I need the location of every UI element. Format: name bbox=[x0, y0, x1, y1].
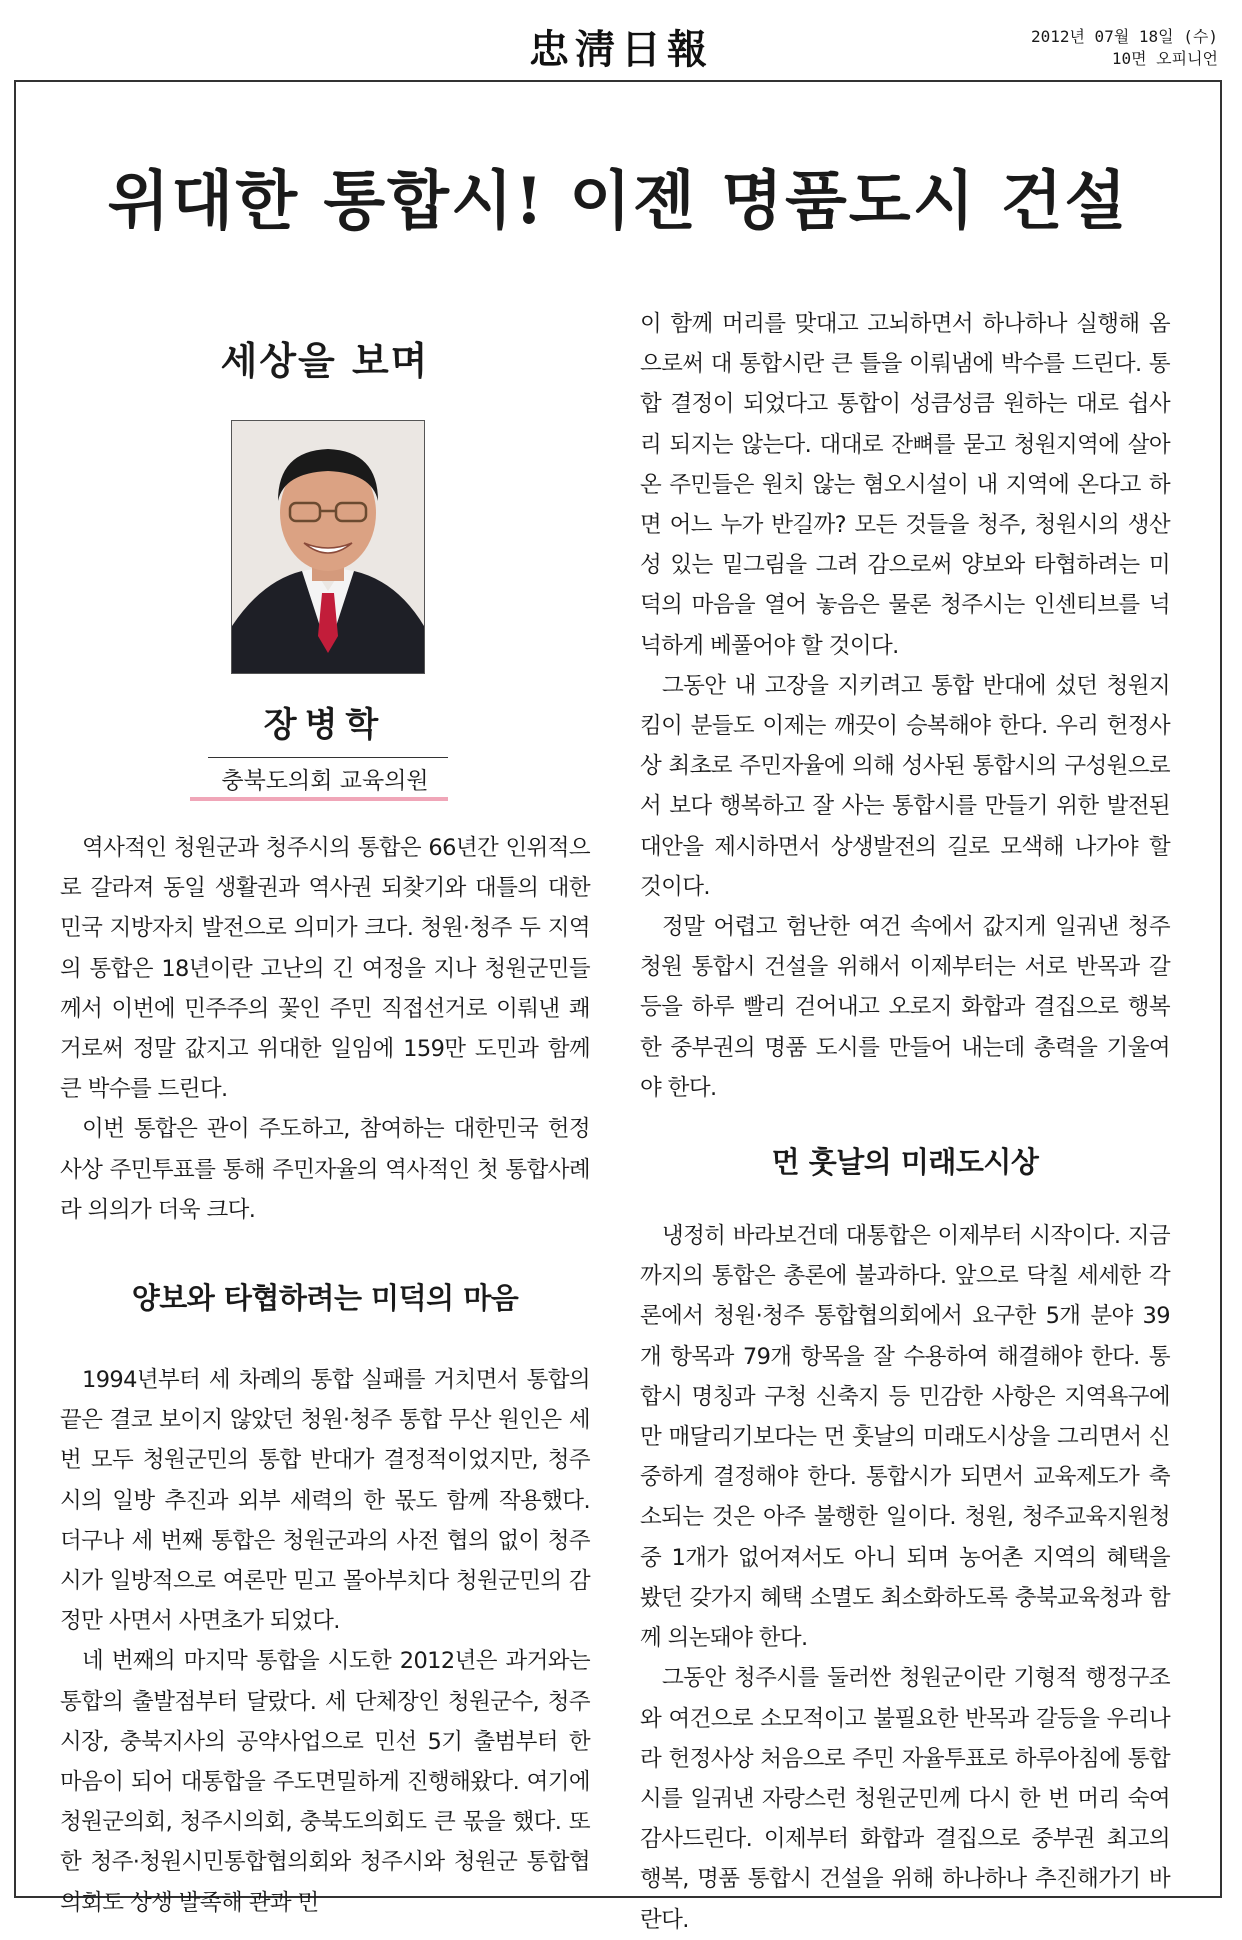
paragraph: 이 함께 머리를 맞대고 고뇌하면서 하나하나 실행해 옴으로써 대 통합시란 큰 틀을 이뤄냄에 박수를 드린다. 통합 결정이 되었다고 통합이 성큼성큼 원하는 대로 쉽사리 되지는 않는다. 대대로 잔뼈를 묻고 청원지역에 살아온 주민들은 원치 않는 혐오시설이 내 지역에 온다고 하면 어느 누가 반길까? 모든 것들을 청주, 청원시의 생산성 있는 밑그림을 그려 감으로써 양보와 타협하려는 미덕의 마음을 열어 놓음은 물론 청주시는 인센티브를 넉넉하게 베풀어야 할 것이다. bbox=[640, 311, 1170, 659]
paragraph: 그동안 내 고장을 지키려고 통합 반대에 섰던 청원지킴이 분들도 이제는 깨끗이 승복해야 한다. 우리 헌정사상 최초로 주민자율에 의해 성사된 통합시의 구성원으로서 보다 행복하고 잘 사는 통합시를 만들기 위한 발전된 대안을 제시하면서 상생발전의 길로 모색해 나가야 할 것이다. bbox=[640, 672, 1170, 900]
paragraph: 그동안 청주시를 둘러싼 청원군이란 기형적 행정구조와 여건으로 소모적이고 불필요한 반목과 갈등을 우리나라 헌정사상 처음으로 주민 자율투표로 하루아침에 통합시를 일궈낸 자랑스런 청원군민께 다시 한 번 머리 숙여 감사드린다. 이제부터 화합과 결집으로 중부권 최고의 행복, 명품 통합시 건설을 위해 하나하나 추진해가기 바란다. bbox=[640, 1665, 1170, 1933]
newspaper-logo: 忠淸日報 bbox=[529, 26, 713, 73]
paragraph: 이번 통합은 관이 주도하고, 참여하는 대한민국 헌정사상 주민투표를 통해 주민자율의 역사적인 첫 통합사례라 의의가 더욱 크다. bbox=[60, 1116, 590, 1223]
paragraph: 역사적인 청원군과 청주시의 통합은 66년간 인위적으로 갈라져 동일 생활권과 역사권 되찾기와 대틀의 대한민국 지방자치 발전으로 의미가 크다. 청원·청주 두 지역의 통합은 18년이란 고난의 긴 여정을 지나 청원군민들께서 이번에 민주주의 꽃인 주민 직접선거로 이뤄낸 쾌거로써 정말 값지고 위대한 일임에 159만 도민과 함께 큰 박수를 드린다. bbox=[60, 835, 590, 1103]
author-portrait-icon bbox=[232, 421, 424, 673]
author-divider bbox=[208, 757, 448, 758]
column-title: 세상을 보며 bbox=[220, 339, 430, 383]
right-column bbox=[640, 304, 1170, 1940]
issue-date: 2012년 07월 18일 (수) bbox=[1030, 27, 1218, 46]
page-section: 10면 오피니언 bbox=[1111, 49, 1218, 68]
author-name: 장병학 bbox=[263, 705, 387, 745]
section-heading: 먼 훗날의 미래도시상 bbox=[771, 1145, 1039, 1180]
paragraph: 1994년부터 세 차례의 통합 실패를 거치면서 통합의 끝은 결코 보이지 않았던 청원·청주 통합 무산 원인은 세 번 모두 청원군민의 통합 반대가 결정적이었지만, 청주시의 일방 추진과 외부 세력의 한 몫도 함께 작용했다. 더구나 세 번째 통합은 청원군과의 사전 협의 없이 청주시가 일방적으로 여론만 믿고 몰아부치다 청원군민의 감정만 사면서 사면초가 되었다. bbox=[60, 1367, 590, 1635]
masthead bbox=[0, 18, 1242, 78]
left-column bbox=[60, 828, 590, 1923]
author-title: 충북도의회 교육의원 bbox=[221, 768, 429, 794]
headline: 위대한 통합시! 이젠 명품도시 건설 bbox=[107, 164, 1129, 239]
issue-info bbox=[1031, 26, 1218, 70]
author-underline bbox=[190, 797, 448, 801]
section-heading: 양보와 타협하려는 미덕의 마음 bbox=[131, 1281, 519, 1316]
author-photo bbox=[231, 420, 425, 674]
paragraph: 정말 어렵고 험난한 여건 속에서 값지게 일궈낸 청주 청원 통합시 건설을 위해서 이제부터는 서로 반목과 갈등을 하루 빨리 걷어내고 오로지 화합과 결집으로 행복한 중부권의 명품 도시를 만들어 내는데 총력을 기울여야 한다. bbox=[640, 914, 1170, 1101]
paragraph: 냉정히 바라보건데 대통합은 이제부터 시작이다. 지금까지의 통합은 총론에 불과하다. 앞으로 닥칠 세세한 각론에서 청원·청주 통합협의회에서 요구한 5개 분야 39개 항목과 79개 항목을 잘 수용하여 해결해야 한다. 통합시 명칭과 구청 신축지 등 민감한 사항은 지역욕구에만 매달리기보다는 먼 훗날의 미래도시상을 그리면서 신중하게 결정해야 한다. 통합시가 되면서 교육제도가 축소되는 것은 아주 불행한 일이다. 청원, 청주교육지원청중 1개가 없어져서도 아니 되며 농어촌 지역의 혜택을 봤던 갖가지 혜택 소멸도 최소화하도록 충북교육청과 함께 의논돼야 한다. bbox=[640, 1223, 1170, 1652]
paragraph: 네 번째의 마지막 통합을 시도한 2012년은 과거와는 통합의 출발점부터 달랐다. 세 단체장인 청원군수, 청주시장, 충북지사의 공약사업으로 민선 5기 출범부터 한 마음이 되어 대통합을 주도면밀하게 진행해왔다. 여기에 청원군의회, 청주시의회, 충북도의회도 큰 몫을 했다. 또한 청주·청원시민통합협의회와 청주시와 청원군 통합협의회도 상생 발족해 관과 민 bbox=[60, 1648, 590, 1916]
